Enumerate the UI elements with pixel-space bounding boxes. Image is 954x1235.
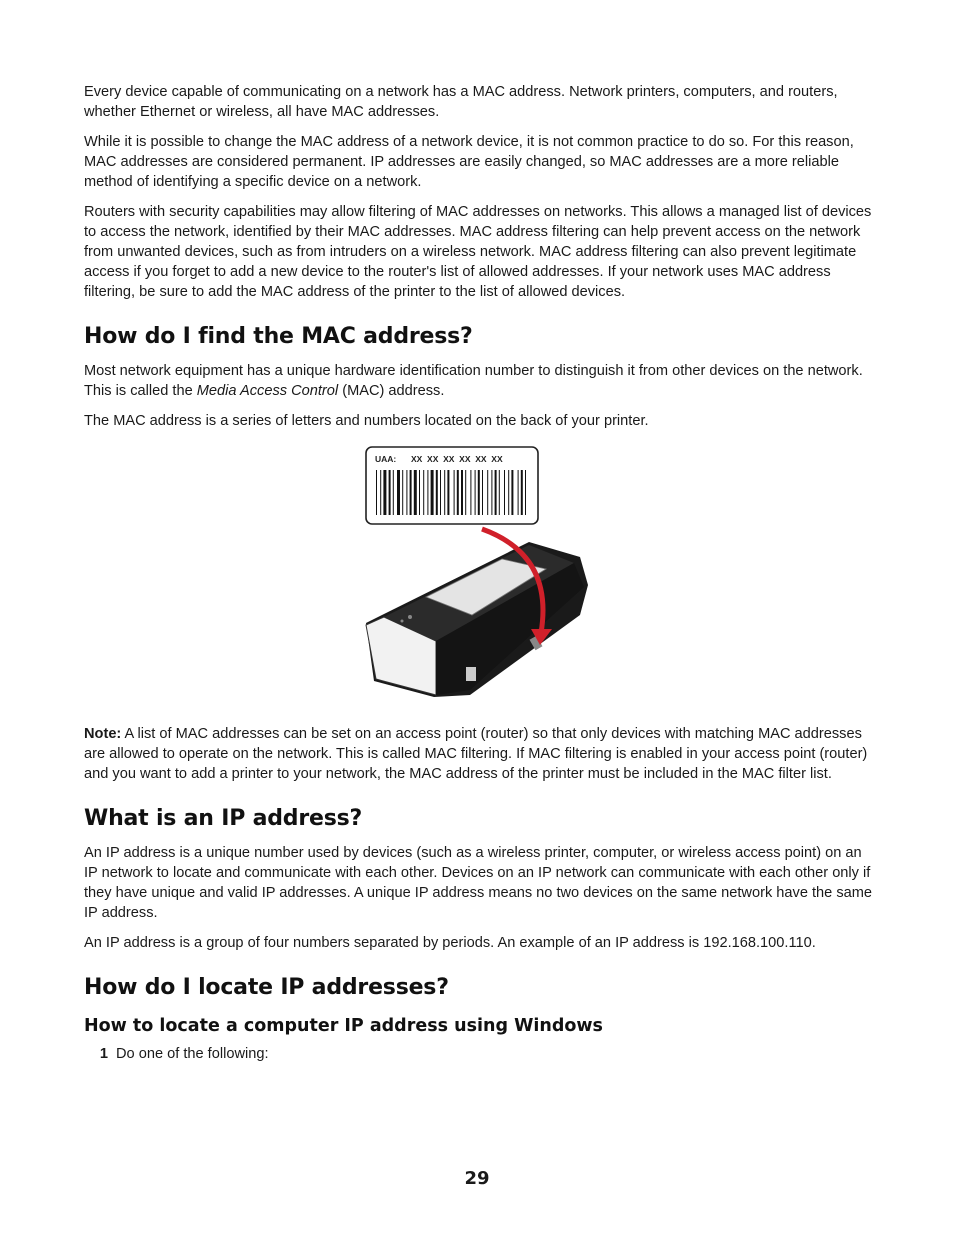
mac-paragraph-1-text-b: (MAC) address. (338, 383, 445, 399)
mac-paragraph-1-text-a: Most network equipment has a unique hardware identification number to distinguish it from other devices on the network. This is called the (84, 363, 863, 399)
document-page (84, 82, 874, 1064)
mac-paragraph-1-italic: Media Access Control (196, 383, 339, 399)
mac-label-groups: XX XX XX XX XX XX (411, 454, 503, 464)
printer-illustration (84, 445, 874, 710)
intro-paragraph-3: Routers with security capabilities may allow filtering of MAC addresses on networks. This allows a managed list of devices to access the network, identified by their MAC addresses. MAC address filtering can help prevent access on the network from unwanted devices, such as from intruders on a wireless network. MAC address filtering can also prevent legitimate access if you forget to add a new device to the router's list of allowed addresses. If your network uses MAC address filtering, be sure to add the MAC address of the printer to the list of allowed devices. (84, 204, 872, 300)
mac-label-prefix: UAA: (375, 454, 397, 464)
page-number: 29 (464, 1168, 490, 1189)
ip-paragraph-1: An IP address is a unique number used by devices (such as a wireless printer, computer, or wireless access point) on an IP network to locate and communicate with each other. Devices on an IP network can communicate with each other only if they have unique and valid IP addresses. A unique IP address means no two devices on the same network have the same IP address. (84, 845, 873, 921)
intro-paragraph-1: Every device capable of communicating on a network has a MAC address. Network printers, computers, and routers, whether Ethernet or wireless, all have MAC addresses. (84, 84, 838, 120)
note-paragraph (84, 724, 874, 784)
subheading-windows: How to locate a computer IP address using Windows (84, 1016, 603, 1036)
step-text: Do one of the following: (116, 1046, 269, 1062)
heading-ip-address: What is an IP address? (84, 806, 363, 831)
heading-locate-ip: How do I locate IP addresses? (84, 975, 449, 1000)
step-1 (84, 1044, 874, 1064)
note-label: Note: (84, 726, 122, 742)
ip-paragraph-2: An IP address is a group of four numbers separated by periods. An example of an IP address is 192.168.100.110. (84, 935, 816, 951)
mac-paragraph-2: The MAC address is a series of letters and numbers located on the back of your printer. (84, 413, 649, 429)
printer-mac-label-figure (84, 445, 874, 710)
intro-paragraph-2: While it is possible to change the MAC address of a network device, it is not common practice to do so. For this reason, MAC addresses are considered permanent. IP addresses are easily changed, so MAC addresses are a more reliable method of identifying a specific device on a network. (84, 134, 854, 190)
step-number: 1 (99, 1046, 108, 1062)
printer-icon (366, 542, 588, 697)
mac-paragraph-1 (84, 361, 874, 401)
note-text: A list of MAC addresses can be set on an access point (router) so that only devices with matching MAC addresses are allowed to operate on the network. This is called MAC filtering. If MAC filtering is enabled in your access point (router) and you want to add a printer to your network, the MAC address of the printer must be included in the MAC filter list. (84, 726, 868, 782)
heading-find-mac: How do I find the MAC address? (84, 324, 473, 349)
